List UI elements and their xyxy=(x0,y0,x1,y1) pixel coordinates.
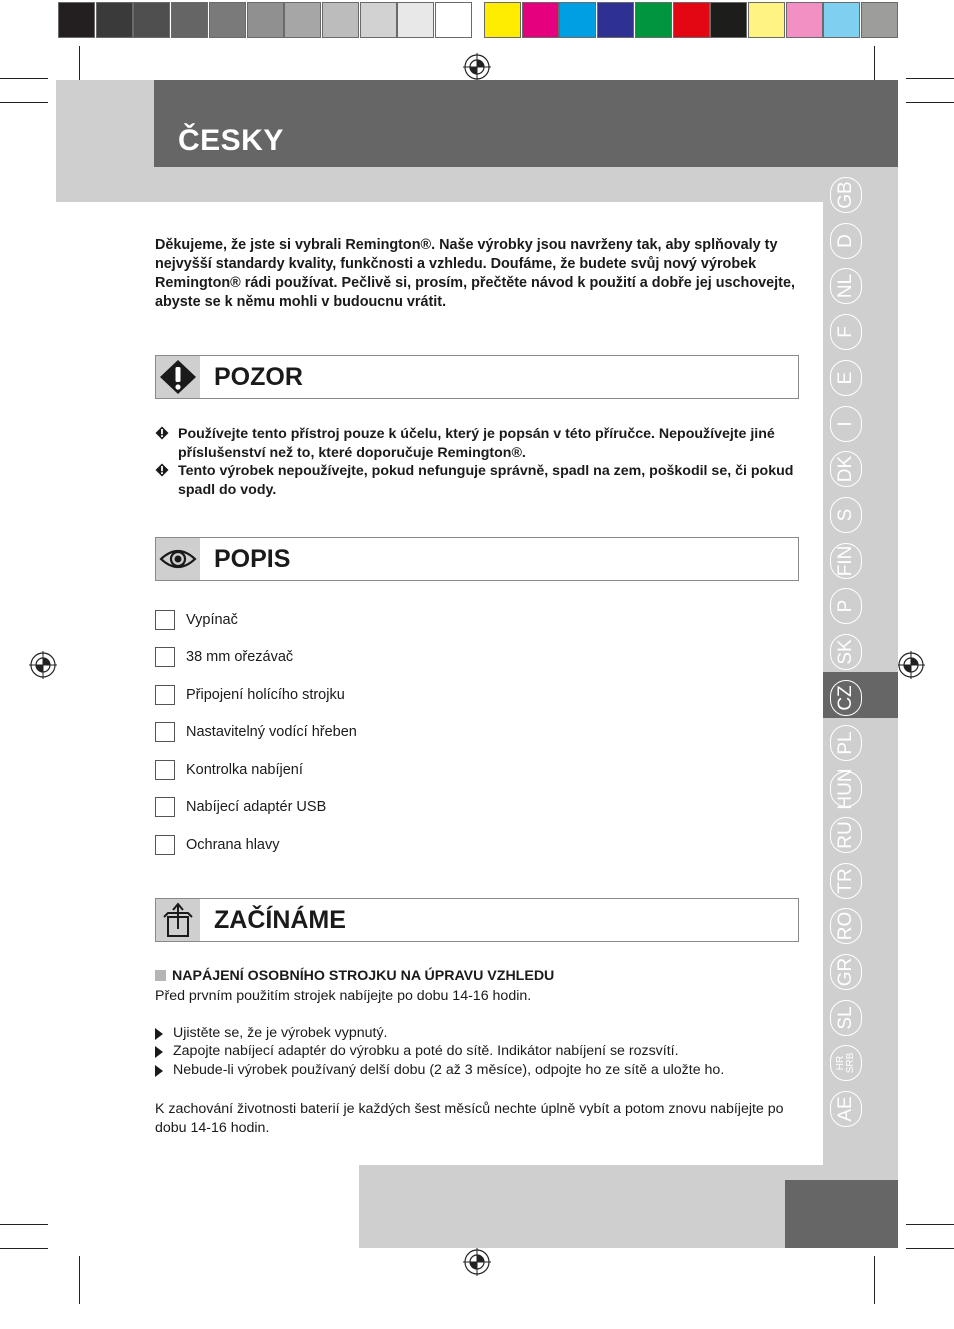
intro-paragraph: Děkujeme, že jste si vybrali Remington®. Naše výrobky jsou navrženy tak, aby splňovaly ty nejvyšší standardy kvality, funkčnosti a vzhledu. Doufáme, že budete svůj nový výrobek Remington® rádi používat. Pečlivě si, prosím, přečtěte návod k použití a dobře jej uschovejte, abyste se k němu mohli v budoucnu vrátit. xyxy=(155,237,795,310)
part-label: Kontrolka nabíjení xyxy=(186,762,303,778)
language-tab-s[interactable] xyxy=(830,497,862,533)
header-side-panel xyxy=(56,80,154,202)
language-tab-label: E xyxy=(835,371,856,385)
part-number-box xyxy=(155,647,175,667)
warning-bullet-icon xyxy=(155,463,169,477)
color-swatch xyxy=(597,2,634,38)
warning-text: Používejte tento přístroj pouze k účelu, který je popsán v této příručce. Nepoužívejte jiné příslušenství než to, které doporučuje Remington®. xyxy=(178,426,775,461)
language-tab-ru[interactable] xyxy=(830,817,862,853)
language-tab-label: AE xyxy=(835,1096,856,1122)
part-label: Nastavitelný vodící hřeben xyxy=(186,724,357,740)
section-header-popis xyxy=(155,537,799,581)
language-tab-d[interactable] xyxy=(830,223,862,259)
color-swatch xyxy=(360,2,397,38)
language-tab-label: F xyxy=(835,326,856,338)
part-number-box xyxy=(155,835,175,855)
step-item xyxy=(155,1062,724,1078)
color-swatch xyxy=(710,2,747,38)
language-tab-fin[interactable] xyxy=(830,543,862,579)
language-tab-pl[interactable] xyxy=(830,725,862,761)
language-tab-label: HUN xyxy=(835,768,856,810)
square-bullet-icon xyxy=(155,970,166,981)
part-number-box xyxy=(155,685,175,705)
step-text: Ujistěte se, že je výrobek vypnutý. xyxy=(173,1025,388,1041)
color-swatch xyxy=(522,2,559,38)
language-tab-label: D xyxy=(835,234,856,248)
language-tab-label: SL xyxy=(835,1006,856,1030)
subheading-text: NAPÁJENÍ OSOBNÍHO STROJKU NA ÚPRAVU VZHLEDU xyxy=(172,968,555,984)
part-number-box xyxy=(155,610,175,630)
subheading xyxy=(155,968,554,984)
arrow-bullet-icon xyxy=(155,1046,163,1058)
arrow-bullet-icon xyxy=(155,1065,163,1077)
language-tab-cz[interactable] xyxy=(830,680,862,716)
language-tab-label: FIN xyxy=(835,545,856,577)
language-tab-label: TR xyxy=(835,868,856,894)
color-swatch xyxy=(435,2,472,38)
language-tab-gb[interactable] xyxy=(830,177,862,213)
language-tab-label: RU xyxy=(835,821,856,849)
color-swatch xyxy=(397,2,434,38)
color-swatch xyxy=(133,2,170,38)
page-title: ČESKY xyxy=(178,124,284,157)
part-label: Nabíjecí adaptér USB xyxy=(186,799,327,815)
part-label: Připojení holícího strojku xyxy=(186,687,345,703)
color-swatch xyxy=(635,2,672,38)
color-swatch xyxy=(284,2,321,38)
language-tab-label: RO xyxy=(835,911,856,941)
eye-icon xyxy=(156,538,200,580)
language-tab-label: GR xyxy=(835,957,856,987)
step-item xyxy=(155,1025,387,1041)
language-tab-label: I xyxy=(835,421,856,427)
section-header-zaciname xyxy=(155,898,799,942)
section-title: POZOR xyxy=(214,363,303,391)
warning-item xyxy=(155,425,805,462)
section-header-pozor xyxy=(155,355,799,399)
language-tab-p[interactable] xyxy=(830,588,862,624)
language-tab-gr[interactable] xyxy=(830,954,862,990)
color-swatch xyxy=(58,2,95,38)
registration-mark-icon xyxy=(29,651,57,679)
registration-mark-icon xyxy=(897,651,925,679)
language-tab-ae[interactable] xyxy=(830,1091,862,1127)
registration-mark-icon xyxy=(463,53,491,81)
language-tab-i[interactable] xyxy=(830,406,862,442)
color-swatch xyxy=(322,2,359,38)
language-tab-ro[interactable] xyxy=(830,908,862,944)
language-tab-tr[interactable] xyxy=(830,863,862,899)
language-tab-hun[interactable] xyxy=(830,768,862,810)
language-tab-nl[interactable] xyxy=(830,268,862,304)
part-number-box xyxy=(155,797,175,817)
section-title: ZAČÍNÁME xyxy=(214,906,346,934)
part-label: 38 mm ořezávač xyxy=(186,649,294,665)
color-swatch xyxy=(209,2,246,38)
language-tab-f[interactable] xyxy=(830,314,862,350)
warning-text: Tento výrobek nepoužívejte, pokud nefunguje správně, spadl na zem, poškodil se, či pokud spadl do vody. xyxy=(178,463,794,498)
part-number-box xyxy=(155,722,175,742)
language-tab-e[interactable] xyxy=(830,360,862,396)
color-swatch xyxy=(559,2,596,38)
page-number-box xyxy=(785,1180,898,1248)
language-tab-label: NL xyxy=(835,273,856,299)
color-swatch xyxy=(247,2,284,38)
color-swatch xyxy=(748,2,785,38)
part-number-box xyxy=(155,760,175,780)
header-under-band xyxy=(154,167,898,202)
language-tab-label: S xyxy=(835,508,856,522)
language-tab-label: CZ xyxy=(835,685,856,711)
battery-note: K zachování životnosti baterií je každých šest měsíců nechte úplně vybít a potom znovu nabíjejte po dobu 14-16 hodin. xyxy=(155,1101,784,1136)
color-swatch xyxy=(673,2,710,38)
language-tab-dk[interactable] xyxy=(830,451,862,487)
language-tab-label: P xyxy=(835,599,856,613)
step-item xyxy=(155,1043,679,1059)
warning-bullet-icon xyxy=(155,426,169,440)
warning-icon xyxy=(156,356,200,398)
language-tab-hr-srb[interactable] xyxy=(830,1045,862,1081)
color-swatch xyxy=(786,2,823,38)
step-text: Zapojte nabíjecí adaptér do výrobku a poté do sítě. Indikátor nabíjení se rozsvítí. xyxy=(173,1043,679,1059)
language-tab-label: GB xyxy=(835,181,856,209)
box-unpack-icon xyxy=(156,899,200,941)
language-tab-label: SK xyxy=(835,639,856,665)
registration-mark-icon xyxy=(463,1248,491,1276)
language-tab-label: HR SRB xyxy=(835,1052,856,1074)
color-swatch xyxy=(484,2,521,38)
language-tab-sk[interactable] xyxy=(830,634,862,670)
color-swatch xyxy=(171,2,208,38)
arrow-bullet-icon xyxy=(155,1028,163,1040)
part-label: Vypínač xyxy=(186,612,238,628)
language-tab-sl[interactable] xyxy=(830,1000,862,1036)
warning-item xyxy=(155,462,805,499)
section-title: POPIS xyxy=(214,545,291,573)
language-tab-label: PL xyxy=(835,731,856,755)
color-swatch xyxy=(96,2,133,38)
color-swatch xyxy=(823,2,860,38)
charging-intro: Před prvním použitím strojek nabíjejte po dobu 14-16 hodin. xyxy=(155,988,532,1004)
part-label: Ochrana hlavy xyxy=(186,837,280,853)
step-text: Nebude-li výrobek používaný delší dobu (2 až 3 měsíce), odpojte ho ze sítě a uložte ho. xyxy=(173,1062,725,1078)
color-swatch xyxy=(861,2,898,38)
language-tab-label: DK xyxy=(835,455,856,483)
